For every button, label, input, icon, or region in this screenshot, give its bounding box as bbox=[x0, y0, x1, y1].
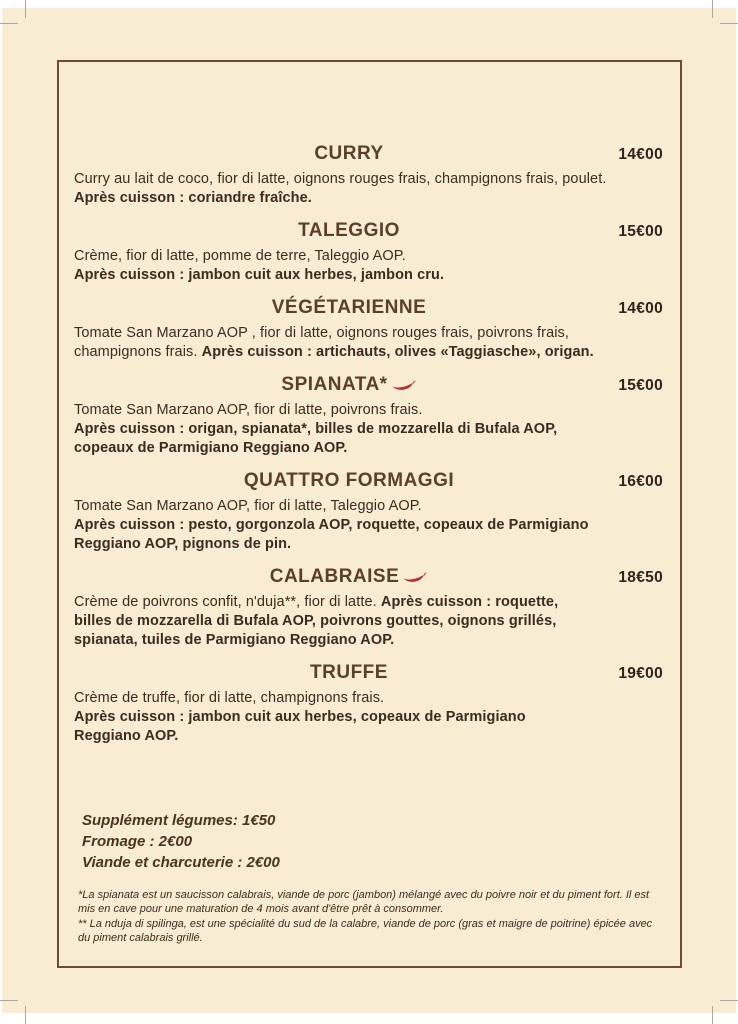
menu-item-truffe bbox=[74, 661, 663, 746]
item-price: 15€00 bbox=[618, 223, 663, 240]
item-name: QUATTRO FORMAGGI bbox=[243, 470, 455, 491]
item-name: CURRY bbox=[314, 143, 384, 164]
chili-icon bbox=[402, 569, 428, 584]
item-name: TRUFFE bbox=[310, 662, 388, 683]
menu-items bbox=[74, 142, 663, 746]
item-price: 16€00 bbox=[618, 473, 663, 490]
crop-mark bbox=[0, 23, 18, 24]
footnotes-block bbox=[74, 888, 663, 945]
item-price: 14€00 bbox=[618, 300, 663, 317]
menu-sheet bbox=[2, 8, 736, 1013]
supplement-line: Fromage : 2€00 bbox=[82, 833, 193, 850]
item-description: Tomate San Marzano AOP, fior di latte, poivrons frais. Après cuisson : origan, spianata*, billes de mozzarella di Bufala AOP, copeaux de Parmigiano Reggiano AOP. bbox=[74, 402, 558, 456]
crop-mark bbox=[720, 23, 738, 24]
item-name: SPIANATA* bbox=[281, 374, 388, 395]
menu-frame bbox=[57, 60, 682, 968]
supplements-block bbox=[74, 810, 663, 873]
item-description: Crème de poivrons confit, n'duja**, fior di latte. Après cuisson : roquette, billes de mozzarella di Bufala AOP, poivrons gouttes, oignons grillés, spianata, tuiles de Parmigiano Reggiano AOP. bbox=[74, 594, 559, 648]
menu-item-quattro-formaggi bbox=[74, 469, 663, 554]
item-description: Crème de truffe, fior di latte, champignons frais. Après cuisson : jambon cuit aux herbes, copeaux de Parmigiano Reggiano AOP. bbox=[74, 690, 526, 744]
chili-icon bbox=[391, 377, 417, 392]
item-description: Tomate San Marzano AOP, fior di latte, Taleggio AOP. Après cuisson : pesto, gorgonzola AOP, roquette, copeaux de Parmigiano Reggiano AOP, pignons de pin. bbox=[74, 498, 589, 552]
item-name: TALEGGIO bbox=[298, 220, 400, 241]
item-description: Tomate San Marzano AOP , fior di latte, oignons rouges frais, poivrons frais, champignons frais. Après cuisson : artichauts, olives «Taggiasche», origan. bbox=[74, 325, 594, 360]
item-description: Crème, fior di latte, pomme de terre, Taleggio AOP. Après cuisson : jambon cuit aux herbes, jambon cru. bbox=[74, 248, 445, 283]
menu-item-spianata bbox=[74, 373, 663, 458]
menu-item-curry bbox=[74, 142, 663, 208]
crop-mark bbox=[25, 1006, 26, 1024]
crop-mark bbox=[712, 0, 713, 18]
footnote-spianata: *La spianata est un saucisson calabrais, viande de porc (jambon) mélangé avec du poivre noir et du piment fort. Il est mis en cave pour une maturation de 4 mois avant d'être prêt à consommer. bbox=[78, 889, 650, 916]
menu-item-calabraise bbox=[74, 565, 663, 650]
menu-item-v-g-tarienne bbox=[74, 296, 663, 362]
menu-item-taleggio bbox=[74, 219, 663, 285]
crop-mark bbox=[0, 1000, 18, 1001]
footnote-nduja: ** La nduja di spilinga, est une spécialité du sud de la calabre, viande de porc (gras et maigre de poitrine) épicée avec du piment calabrais grillé. bbox=[78, 917, 653, 944]
item-name: CALABRAISE bbox=[269, 566, 400, 587]
item-price: 14€00 bbox=[618, 146, 663, 163]
supplement-line: Viande et charcuterie : 2€00 bbox=[82, 854, 280, 871]
crop-mark bbox=[720, 1000, 738, 1001]
item-price: 18€50 bbox=[618, 569, 663, 586]
item-description: Curry au lait de coco, fior di latte, oignons rouges frais, champignons frais, poulet. Après cuisson : coriandre fraîche. bbox=[74, 171, 607, 206]
item-name: VÉGÉTARIENNE bbox=[271, 297, 427, 318]
item-price: 19€00 bbox=[618, 665, 663, 682]
item-price: 15€00 bbox=[618, 377, 663, 394]
crop-mark bbox=[712, 1006, 713, 1024]
supplement-line: Supplément légumes: 1€50 bbox=[82, 812, 276, 829]
crop-mark bbox=[25, 0, 26, 18]
